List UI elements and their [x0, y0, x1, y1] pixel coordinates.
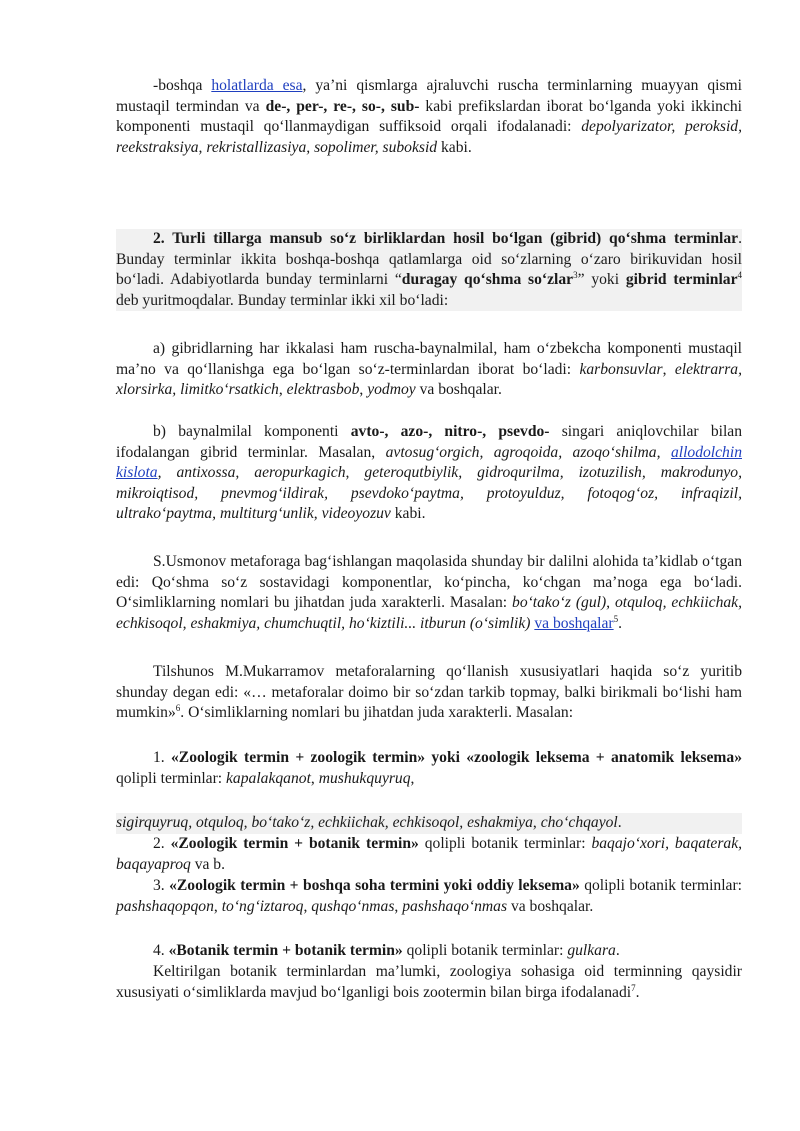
- link-allodolchin-kislota[interactable]: allodolchin kislota: [116, 443, 742, 482]
- text: deb yuritmoqdalar. Bunday terminlar ikki xil bo‘ladi:: [116, 291, 449, 309]
- italic-examples: sigirquyruq, otquloq, bo‘tako‘z, echkiichak, echkisoqol, eshakmiya: [116, 814, 533, 831]
- bold-term: gibrid terminlar: [625, 271, 738, 289]
- text: -boshqa: [153, 77, 212, 94]
- footnote-ref[interactable]: 4: [737, 270, 742, 280]
- link-va-boshqalar[interactable]: va boshqalar: [534, 614, 614, 632]
- footnote-ref[interactable]: 3: [573, 270, 578, 280]
- text: ,: [394, 897, 403, 915]
- text: ,: [278, 381, 287, 399]
- footnote-ref[interactable]: 7: [631, 982, 636, 993]
- italic-examples: baqajo‘xori, baqaterak, baqayaproq: [116, 835, 743, 873]
- italic-example: gulkara: [567, 942, 616, 959]
- text: . O‘simliklarning nomlari bu jihatdan juda xarakterli. Masalan:: [180, 704, 574, 722]
- text: va boshqalar.: [415, 381, 502, 399]
- text: va boshqalar.: [507, 897, 594, 915]
- list-item-3: [116, 876, 742, 917]
- italic-example: cho‘chqayol: [540, 814, 618, 831]
- text: kabi.: [437, 138, 472, 156]
- bold-pattern: «Zoologik termin + botanik termin»: [170, 835, 419, 852]
- paragraph-item-a: [116, 339, 742, 401]
- text: .: [635, 983, 640, 1001]
- bold-pattern: «Zoologik termin + zoologik termin» yoki «zoologik leksema + anatomik leksema»: [171, 749, 743, 766]
- paragraph-mukarramov: [116, 662, 742, 724]
- text: S.Usmonov metaforaga bag‘ishlangan maqolasida shunday bir dalilni alohida ta’kidlab o‘tgan edi: Qo‘shma so‘z sostavidagi komponentlar, ko‘pincha, ko‘chgan ma’noga ega bo‘ladi. O‘simliklarning nomlari bu jihatdan juda xarakterli. Masalan:: [116, 553, 742, 612]
- paragraph-usmonov: [116, 552, 742, 634]
- italic-example: yodmoy: [367, 381, 416, 399]
- paragraph-prefix-terms: [116, 76, 742, 158]
- list-item-4: [116, 941, 742, 962]
- footnote-ref[interactable]: 6: [175, 703, 181, 713]
- italic-example: pashshaqo‘nmas: [402, 897, 508, 915]
- text: .: [615, 942, 620, 959]
- text: qolipli botanik terminlar:: [579, 877, 742, 894]
- text: Keltirilgan botanik terminlardan ma’lumki, zoologiya sohasiga oid terminning qaysidir xususiyati o‘simliklarda mavjud bo‘lganligi bois zootermin bilan birga ifodalanadi: [116, 963, 742, 1001]
- list-item-1: [116, 748, 742, 789]
- list-number: 3.: [153, 877, 170, 894]
- text: kabi.: [390, 505, 426, 523]
- text: ,: [310, 769, 319, 787]
- italic-example: karbonsuvlar: [579, 360, 663, 378]
- italic-example: pashshaqopqon: [116, 897, 214, 915]
- text: singari aniqlovchilar bilan ifodalangan gibrid terminlar. Masalan,: [116, 423, 743, 461]
- footnote-ref[interactable]: 5: [613, 613, 619, 624]
- bold-prefixes: avto-, azo-, nitro-, psevdo-: [350, 423, 550, 440]
- italic-examples: avtosug‘orgich, agroqoida, azoqo‘shilma,: [385, 443, 671, 461]
- text: ,: [532, 814, 541, 831]
- text: Tilshunos M.Mukarramov metaforalarning qo‘llanish xususiyatlari haqida so‘z yuritib shunday degan edi: «… metaforalar doimo bir so‘zdan tarkib topmay, balki birikmali bo‘lishi ham mumkin»: [116, 663, 742, 722]
- bold-pattern: «Botanik termin + botanik termin»: [168, 942, 403, 959]
- text: ,: [662, 360, 675, 378]
- link-holatlarda-esa[interactable]: holatlarda esa: [211, 77, 303, 94]
- italic-example: mushukquyruq: [318, 769, 411, 787]
- list-number: 2.: [153, 835, 171, 852]
- text: ,: [303, 897, 312, 915]
- italic-examples: depolyarizator, peroksid, reekstraksiya, rekristallizasiya, sopolimer, suboksid: [116, 118, 742, 156]
- text: kabi prefikslardan iborat bo‘lganda yoki ikkinchi komponenti mustaqil qo‘llanmaydigan suffiksoid orqali ifodalanadi:: [116, 97, 742, 136]
- text: . Bunday terminlar ikkita boshqa-boshqa qatlamlarga oid so‘zlarning o‘zaro birikuvidan hosil bo‘ladi. Adabiyotlarda bunday terminlarni “: [116, 230, 742, 289]
- italic-example: to‘ng‘iztaroq: [221, 897, 304, 915]
- text: qolipli terminlar:: [116, 769, 227, 787]
- list-number: 4.: [153, 942, 169, 959]
- text: ,: [359, 381, 368, 399]
- paragraph-hybrid-terms: [116, 229, 742, 311]
- italic-example: elektrarra, xlorsirka, limitko‘rsatkich: [116, 360, 742, 399]
- text: , ya’ni qismlarga ajraluvchi ruscha terminlarning muayyan qismi mustaqil termindan va: [116, 77, 742, 115]
- text: va b.: [190, 855, 226, 873]
- italic-example: qushqo‘nmas: [311, 897, 395, 915]
- list-item-2: [116, 834, 742, 875]
- section-heading: 2. Turli tillarga mansub so‘z birliklardan hosil bo‘lgan (gibrid) qo‘shma terminlar: [153, 230, 739, 247]
- text: ,: [213, 897, 222, 915]
- bold-pattern: «Zoologik termin + boshqa soha termini yoki oddiy leksema»: [169, 877, 580, 894]
- list-item-1-continued: [116, 813, 742, 834]
- paragraph-item-b: [116, 422, 742, 525]
- text: qolipli botanik terminlar:: [418, 835, 592, 852]
- paragraph-conclusion: [116, 962, 742, 1003]
- bold-prefixes: de-, per-, re-, so-, sub-: [265, 97, 420, 115]
- italic-examples: bo‘tako‘z (gul), otquloq, echkiichak, echkisoqol, eshakmiya, chumchuqtil, ho‘kiztili... itburun (o‘simlik): [116, 594, 742, 632]
- italic-example: kapalakqanot: [226, 769, 311, 787]
- text: .: [617, 814, 622, 831]
- text: ,: [410, 769, 415, 787]
- text: qolipli botanik terminlar:: [402, 942, 568, 959]
- text: ” yoki: [577, 271, 626, 289]
- bold-term: duragay qo‘shma so‘zlar: [401, 271, 574, 289]
- text: b) baynalmilal komponenti: [153, 423, 351, 440]
- text: a) gibridlarning har ikkalasi ham ruscha-baynalmilal, ham o‘zbekcha komponenti mustaqil ma’no va qo‘llanishga ega bo‘lgan so‘z-terminlardan iborat bo‘ladi:: [116, 340, 742, 378]
- list-number: 1.: [153, 749, 171, 766]
- text: .: [618, 614, 623, 632]
- italic-examples: , antixossa, aeropurkagich, geteroqutbiylik, gidroqurilma, izotuzilish, makrodunyo, mikroiqtisod, pnevmog‘ildirak, psevdoko‘paytma, protoyulduz, fotoqog‘oz, infraqizil, ultrako‘paytma, multiturg‘unlik, videoyozuv: [116, 464, 742, 523]
- italic-example: elektrasbob: [286, 381, 360, 399]
